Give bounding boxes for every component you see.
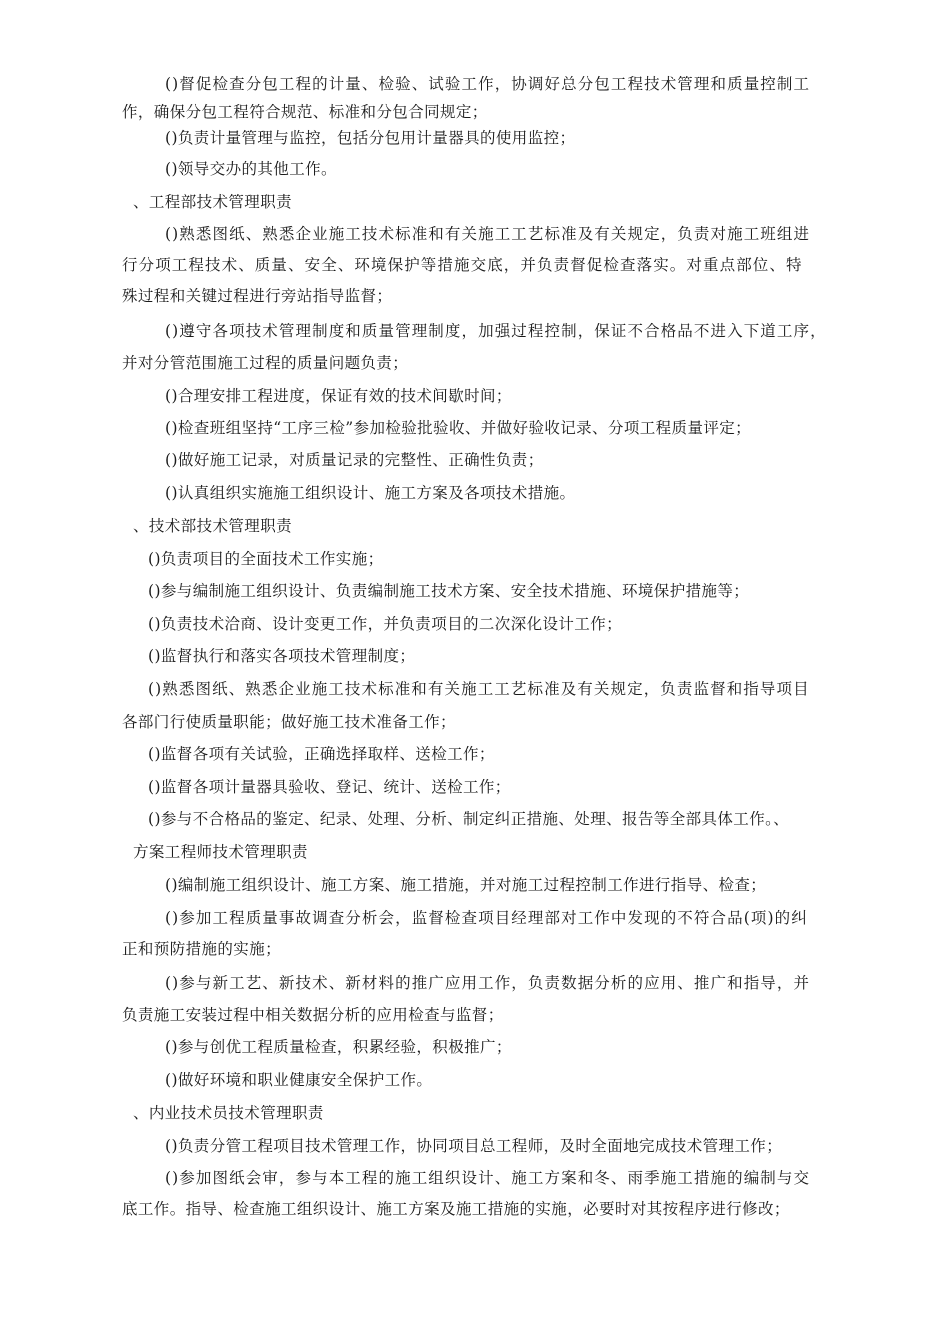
- paragraph-line: ()监督各项有关试验，正确选择取样、送检工作；: [148, 745, 495, 763]
- paragraph-line: 行分项工程技术、质量、安全、环境保护等措施交底，并负责督促检查落实。对重点部位、特: [122, 256, 803, 274]
- paragraph-line: ()参与编制施工组织设计、负责编制施工技术方案、安全技术措施、环境保护措施等；: [148, 582, 750, 600]
- paragraph-line: 正和预防措施的实施；: [122, 940, 282, 958]
- paragraph-line: ()监督各项计量器具验收、登记、统计、送检工作；: [148, 778, 511, 796]
- paragraph-line: ()检查班组坚持“工序三检”参加检验批验收、并做好验收记录、分项工程质量评定；: [165, 419, 752, 437]
- paragraph-line: ()负责计量管理与监控，包括分包用计量器具的使用监控；: [165, 129, 576, 147]
- paragraph-line: ()参加图纸会审，参与本工程的施工组织设计、施工方案和冬、雨季施工措施的编制与交: [165, 1169, 811, 1187]
- paragraph-line: ()监督执行和落实各项技术管理制度；: [148, 647, 416, 665]
- section-heading: 、内业技术员技术管理职责: [133, 1104, 324, 1122]
- paragraph-line: ()认真组织实施施工组织设计、施工方案及各项技术措施。: [165, 484, 576, 502]
- paragraph-line: 负责施工安装过程中相关数据分析的应用检查与监督；: [122, 1006, 504, 1024]
- section-heading: 、技术部技术管理职责: [133, 517, 293, 535]
- paragraph-line: 殊过程和关键过程进行旁站指导监督；: [122, 287, 393, 305]
- section-heading: 、工程部技术管理职责: [133, 193, 293, 211]
- paragraph-line: ()参与创优工程质量检查，积累经验，积极推广；: [165, 1038, 512, 1056]
- paragraph-line: ()遵守各项技术管理制度和质量管理制度，加强过程控制，保证不合格品不进入下道工序，: [165, 322, 827, 340]
- paragraph-line: ()熟悉图纸、熟悉企业施工技术标准和有关施工工艺标准及有关规定，负责对施工班组进: [165, 225, 811, 243]
- paragraph-line: 各部门行使质量职能；做好施工技术准备工作；: [122, 713, 456, 731]
- paragraph-line: 并对分管范围施工过程的质量问题负责；: [122, 354, 409, 372]
- paragraph-line: ()领导交办的其他工作。: [165, 160, 337, 178]
- paragraph-line: ()负责项目的全面技术工作实施；: [148, 550, 384, 568]
- paragraph-line: 底工作。指导、检查施工组织设计、施工方案及施工措施的实施，必要时对其按程序进行修改；: [122, 1200, 790, 1218]
- paragraph-line: ()参与新工艺、新技术、新材料的推广应用工作，负责数据分析的应用、推广和指导，并: [165, 974, 811, 992]
- paragraph-line: 作，确保分包工程符合规范、标准和分包合同规定；: [122, 103, 488, 121]
- paragraph-line: ()熟悉图纸、熟悉企业施工技术标准和有关施工工艺标准及有关规定，负责监督和指导项目: [148, 680, 810, 698]
- paragraph-line: ()合理安排工程进度，保证有效的技术间歇时间；: [165, 387, 512, 405]
- paragraph-line: ()参与不合格品的鉴定、纪录、处理、分析、制定纠正措施、处理、报告等全部具体工作。、: [148, 810, 790, 828]
- paragraph-line: ()参加工程质量事故调查分析会，监督检查项目经理部对工作中发现的不符合品(项)的纠: [165, 909, 808, 927]
- paragraph-line: ()负责技术洽商、设计变更工作，并负责项目的二次深化设计工作；: [148, 615, 622, 633]
- paragraph-line: ()督促检查分包工程的计量、检验、试验工作，协调好总分包工程技术管理和质量控制工: [165, 75, 811, 93]
- paragraph-line: ()做好施工记录，对质量记录的完整性、正确性负责；: [165, 451, 544, 469]
- section-heading: 方案工程师技术管理职责: [133, 843, 308, 861]
- paragraph-line: ()负责分管工程项目技术管理工作，协同项目总工程师，及时全面地完成技术管理工作；: [165, 1137, 783, 1155]
- paragraph-line: ()编制施工组织设计、施工方案、施工措施，并对施工过程控制工作进行指导、检查；: [165, 876, 767, 894]
- paragraph-line: ()做好环境和职业健康安全保护工作。: [165, 1071, 433, 1089]
